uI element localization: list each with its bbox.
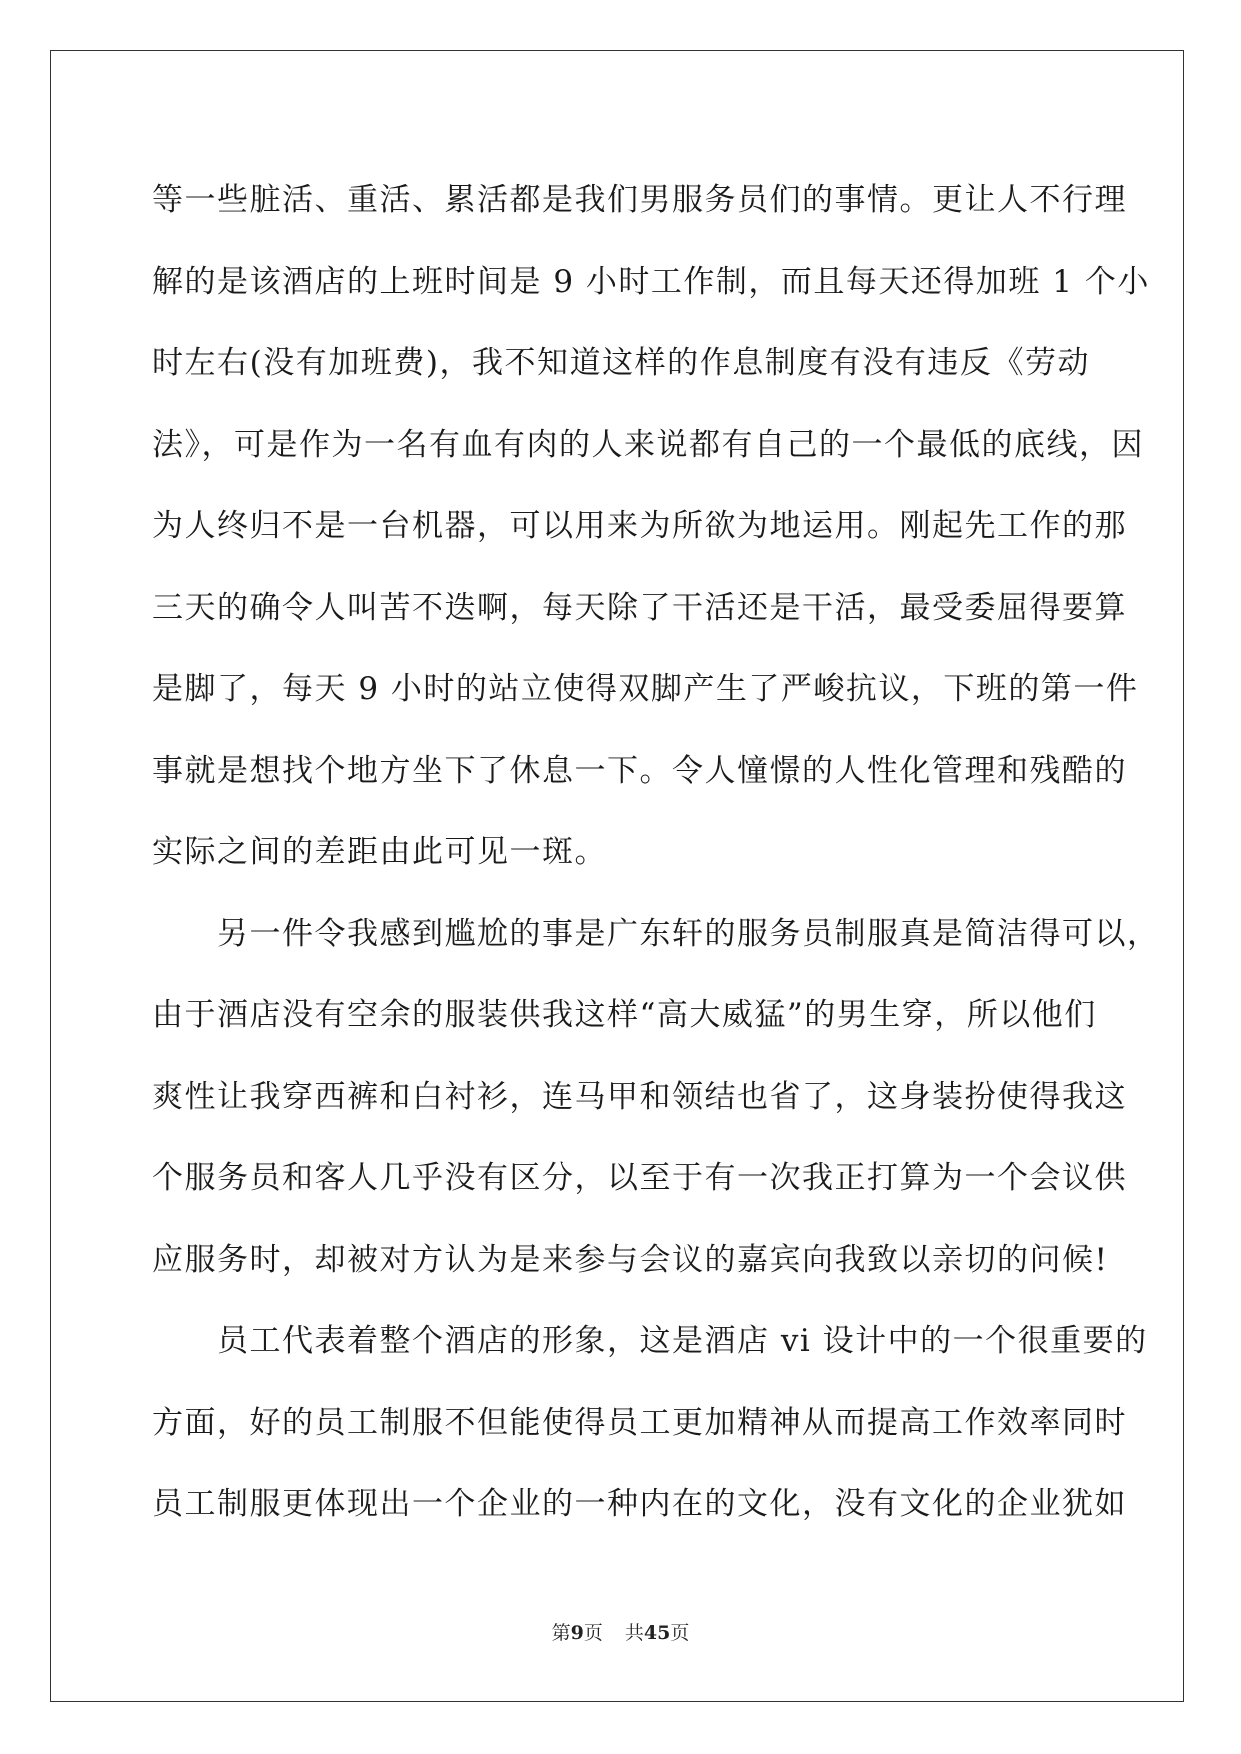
text-line: 三天的确令人叫苦不迭啊，每天除了干活还是干活，最受委屈得要算	[152, 589, 1127, 626]
text-line: 另一件令我感到尴尬的事是广东轩的服务员制服真是简洁得可以，	[152, 915, 1160, 952]
text-line: 员工制服更体现出一个企业的一种内在的文化，没有文化的企业犹如	[152, 1486, 1127, 1522]
text-line: 实际之间的差距由此可见一斑。	[152, 834, 607, 870]
page-number: 9	[570, 1622, 584, 1644]
page-suffix: 页	[583, 1622, 603, 1644]
text-line: 时左右(没有加班费)，我不知道这样的作息制度有没有违反《劳动	[152, 345, 1090, 381]
text-line: 员工代表着整个酒店的形象，这是酒店 vi 设计中的一个很重要的	[152, 1323, 1148, 1359]
text-line: 等一些脏活、重活、累活都是我们男服务员们的事情。更让人不行理	[152, 182, 1127, 218]
document-body	[152, 160, 1160, 1546]
text-line: 事就是想找个地方坐下了休息一下。令人憧憬的人性化管理和残酷的	[152, 752, 1127, 789]
text-line: 应服务时，却被对方认为是来参与会议的嘉宾向我致以亲切的问候!	[152, 1241, 1109, 1278]
text-line: 方面，好的员工制服不但能使得员工更加精神从而提高工作效率同时	[152, 1404, 1127, 1441]
page-prefix: 第	[551, 1622, 571, 1644]
total-prefix: 共	[624, 1622, 644, 1644]
page-footer	[0, 1618, 1241, 1645]
text-line: 解的是该酒店的上班时间是 9 小时工作制，而且每天还得加班 1 个小	[152, 263, 1150, 300]
text-line: 个服务员和客人几乎没有区分，以至于有一次我正打算为一个会议供	[152, 1160, 1127, 1196]
text-line: 由于酒店没有空余的服装供我这样“高大威猛”的男生穿，所以他们	[152, 997, 1097, 1033]
text-line: 爽性让我穿西裤和白衬衫，连马甲和领结也省了，这身装扮使得我这	[152, 1078, 1127, 1115]
text-line: 为人终归不是一台机器，可以用来为所欲为地运用。刚起先工作的那	[152, 508, 1127, 544]
text-line: 是脚了，每天 9 小时的站立使得双脚产生了严峻抗议，下班的第一件	[152, 671, 1139, 707]
text-line: 法》，可是作为一名有血有肉的人来说都有自己的一个最低的底线，因	[152, 426, 1144, 463]
total-suffix: 页	[670, 1622, 690, 1644]
total-pages: 45	[643, 1622, 671, 1644]
